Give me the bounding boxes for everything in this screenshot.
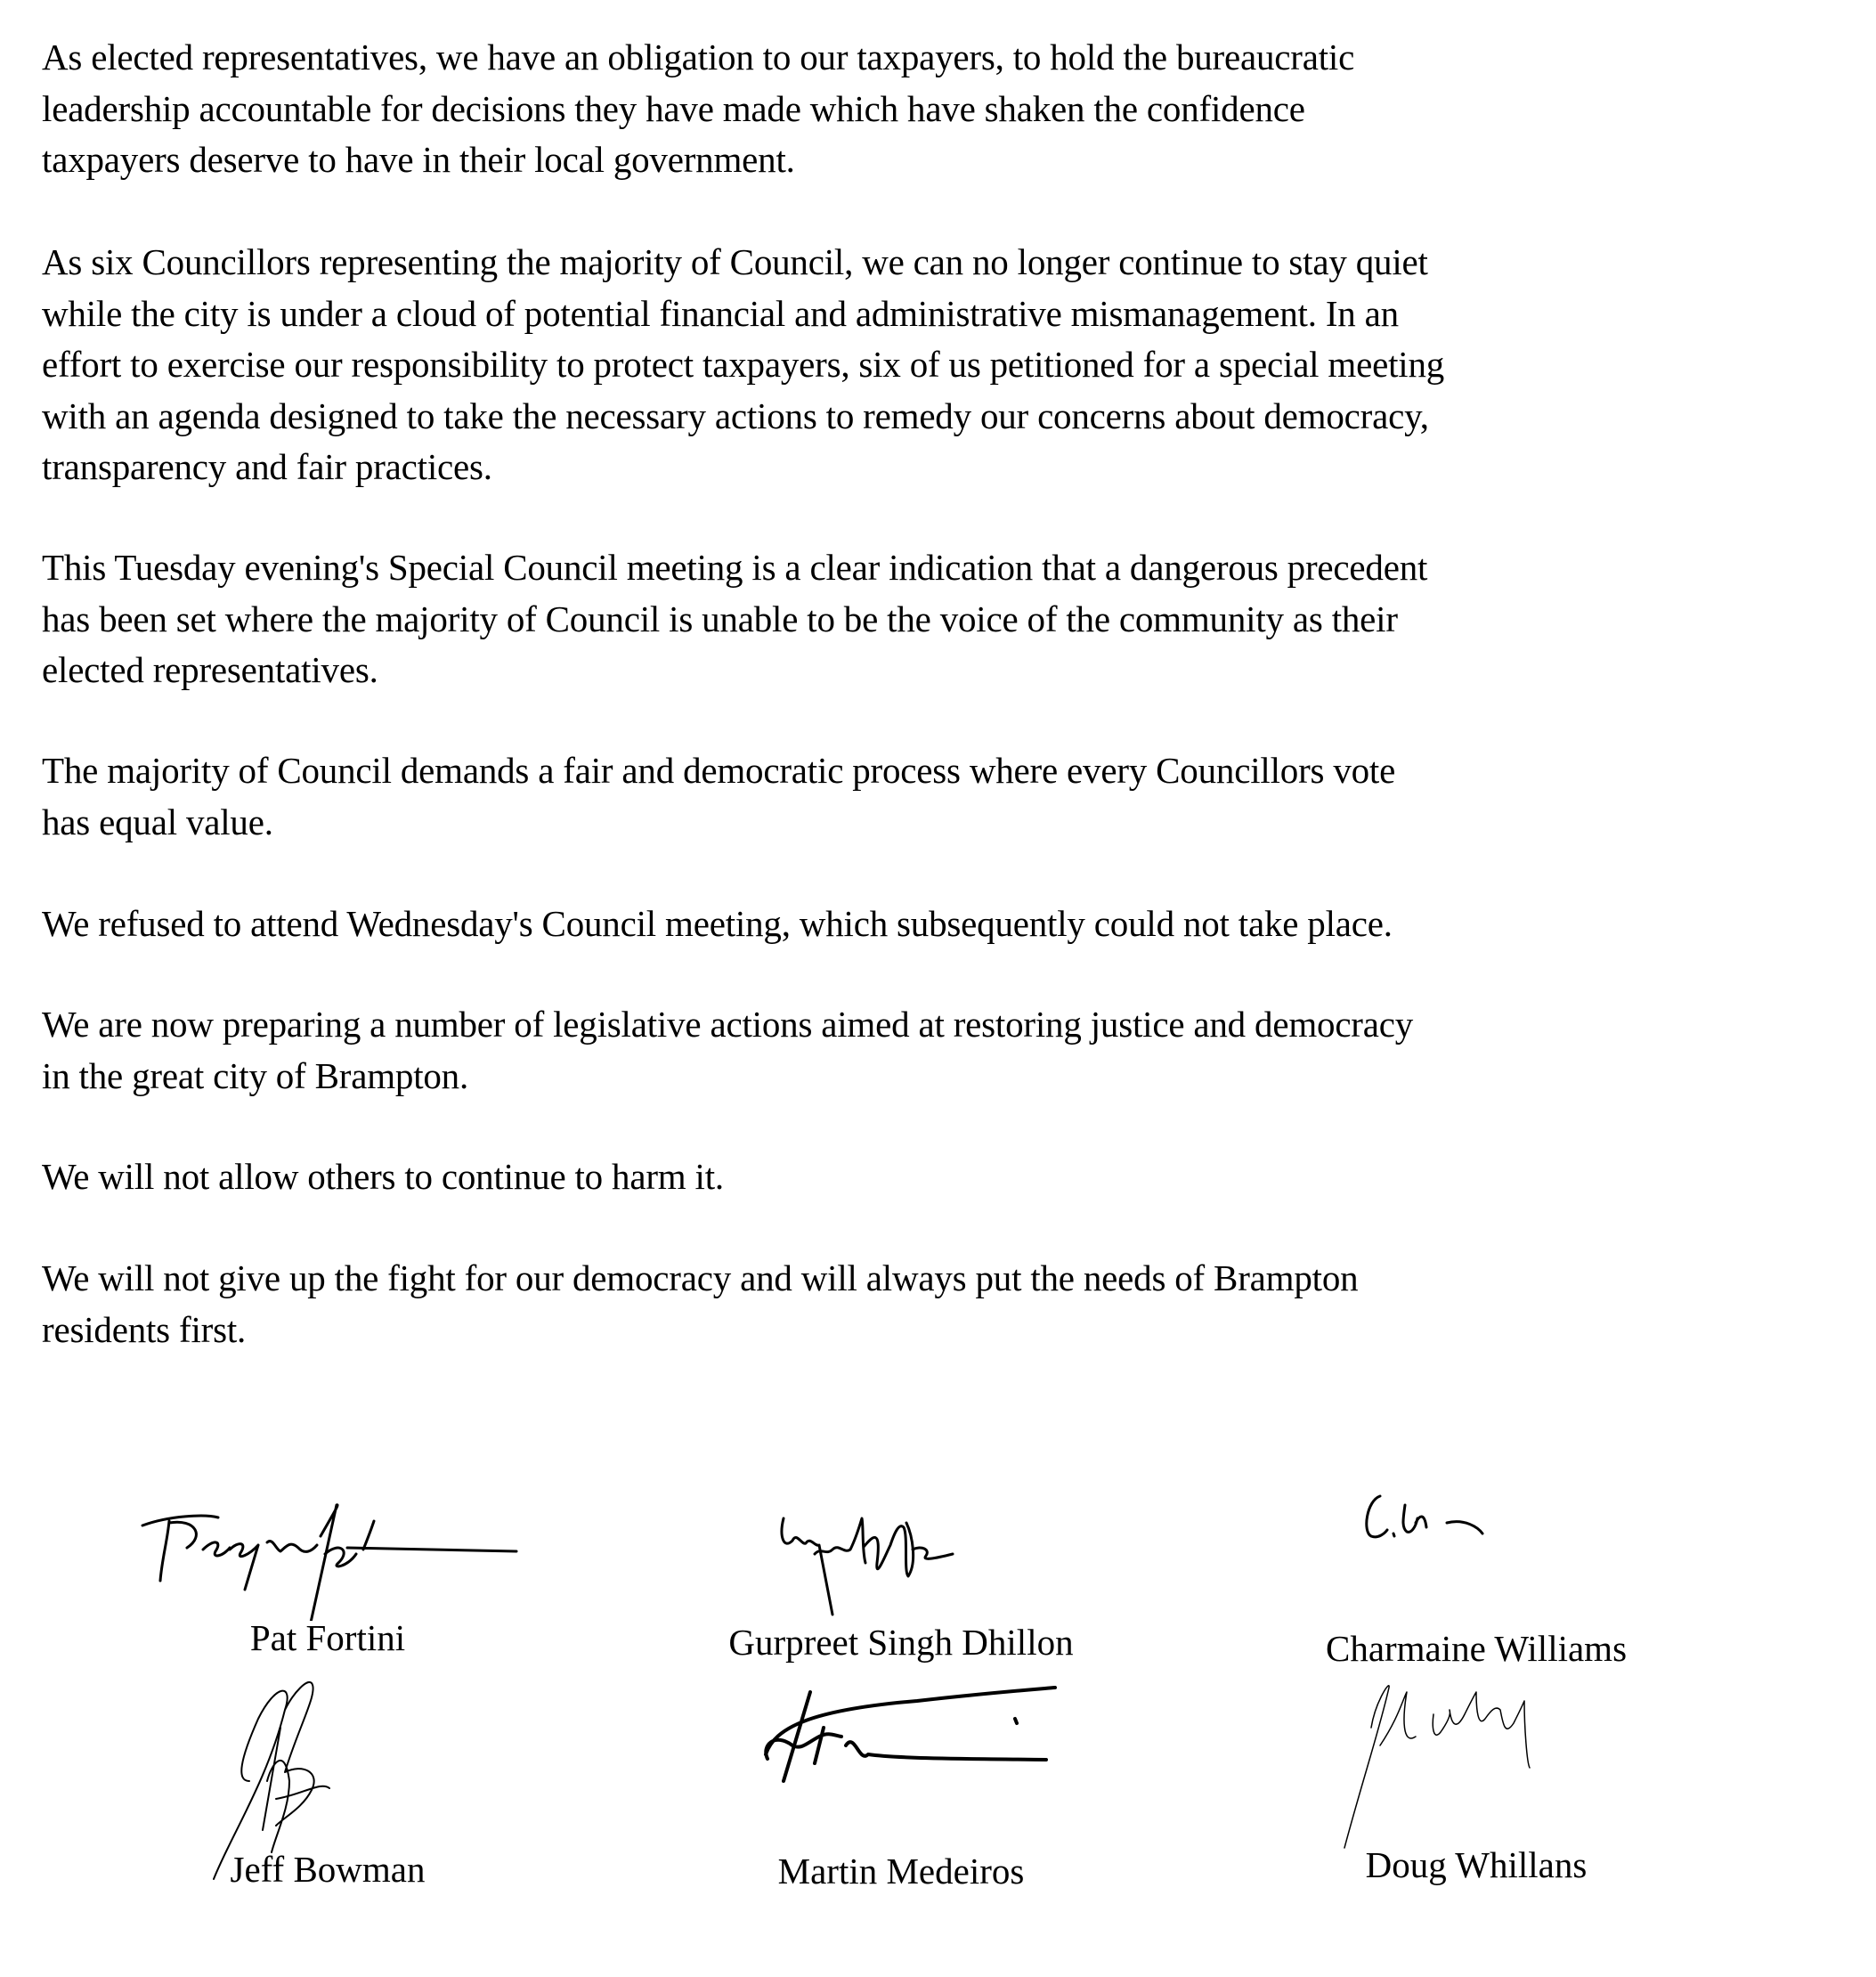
signature-gurpreet-dhillon	[766, 1509, 1051, 1625]
paragraph-special-meeting: This Tuesday evening's Special Council meeting is a clear indication that a dangerous precedent has been set where the majority of Council is unable to be the voice of the community as their elected representatives.	[42, 547, 1428, 690]
signature-doug-whillans	[1327, 1674, 1629, 1852]
paragraph-majority-council: As six Councillors representing the majority of Council, we can no longer continue to stay quiet while the city is under a cloud of potential financial and administrative mismanagement. In an effort to exercise our responsibility to protect taxpayers, six of us petitioned for a special meeting with an agenda designed to take the necessary actions to remedy our concerns about democracy, transparency and fair practices.	[42, 241, 1445, 487]
paragraph-refused-attend: We refused to attend Wednesday's Council meeting, which subsequently could not take place.	[42, 903, 1393, 944]
signatory-name-charmaine-williams: Charmaine Williams	[1325, 1628, 1628, 1669]
signatory-name-martin-medeiros: Martin Medeiros	[777, 1851, 1025, 1892]
paragraph-fair-process: The majority of Council demands a fair and democratic process where every Councillors vote has equal value.	[42, 750, 1396, 842]
paragraph-not-give-up: We will not give up the fight for our democracy and will always put the needs of Brampton residents first.	[42, 1257, 1359, 1350]
signature-pat-fortini	[134, 1496, 525, 1621]
signature-martin-medeiros	[757, 1683, 1060, 1790]
signatory-name-doug-whillans: Doug Whillans	[1365, 1844, 1588, 1885]
signature-charmaine-williams	[1344, 1487, 1576, 1567]
signatory-name-jeff-bowman: Jeff Bowman	[230, 1849, 426, 1890]
paragraph-not-allow-harm: We will not allow others to continue to harm it.	[42, 1156, 724, 1197]
signatory-name-gurpreet-singh-dhillon: Gurpreet Singh Dhillon	[728, 1622, 1074, 1663]
paragraph-obligation: As elected representatives, we have an obligation to our taxpayers, to hold the bureaucratic leadership accountable for decisions they have made which have shaken the confidence taxpayers deserve to have in their local government.	[42, 37, 1355, 180]
paragraph-legislative-actions: We are now preparing a number of legislative actions aimed at restoring justice and democracy in the great city of Brampton.	[42, 1004, 1414, 1096]
signatory-name-pat-fortini: Pat Fortini	[249, 1617, 406, 1658]
